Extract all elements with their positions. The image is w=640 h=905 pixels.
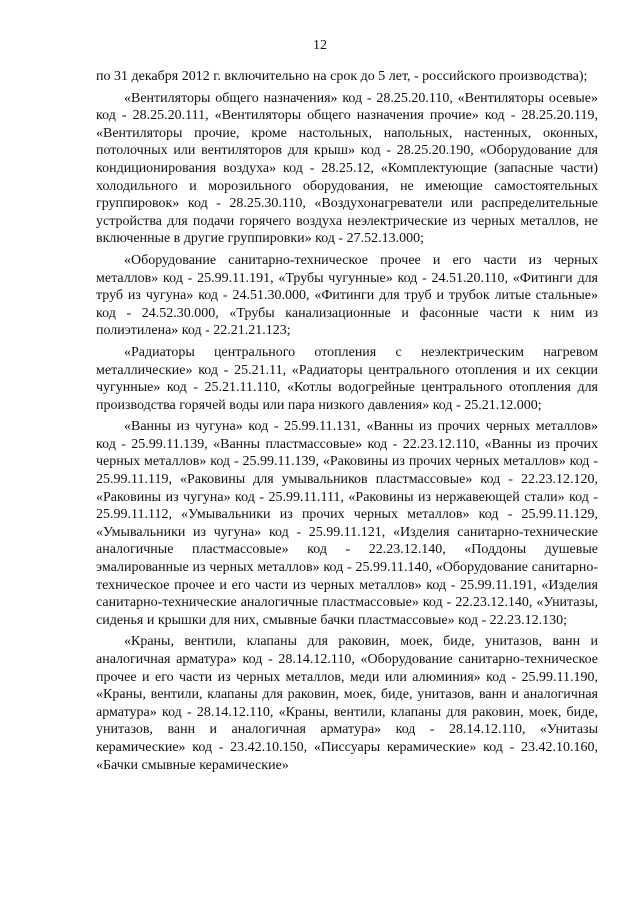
document-body	[96, 68, 598, 778]
paragraph-radiators: «Радиаторы центрального отопления с неэлектрическим нагревом металлические» код - 25.21.11, «Радиаторы центрального отопления и их секции чугунные» код - 25.21.11.110, «Котлы водогрейные центрального отопления для производства горячей воды или пара низкого давления» код - 25.21.12.000;	[96, 344, 598, 413]
paragraph-taps-valves: «Краны, вентили, клапаны для раковин, моек, биде, унитазов, ванн и аналогичная арматура» код - 28.14.12.110, «Оборудование санитарно-техническое прочее и его части из черных металлов, меди или алюминия» код - 25.99.11.190, «Краны, вентили, клапаны для раковин, моек, биде, унитазов, ванн и аналогичная арматура» код - 28.14.12.110, «Краны, вентили, клапаны для раковин, моек, биде, унитазов, ванн и аналогичная арматура» код - 28.14.12.110, «Унитазы керамические» код - 23.42.10.150, «Писсуары керамические» код - 23.42.10.160, «Бачки смывные керамические»	[96, 634, 598, 773]
paragraph-sanitary-pipes: «Оборудование санитарно-техническое прочее и его части из черных металлов» код - 25.99.11.191, «Трубы чугунные» код - 24.51.20.110, «Фитинги для труб из чугуна» код - 24.51.30.000, «Фитинги для труб и трубок литые стальные» код - 24.52.30.000, «Трубы канализационные и фасонные части к ним из полиэтилена» код - 22.21.21.123;	[96, 252, 598, 339]
paragraph-ventilation: «Вентиляторы общего назначения» код - 28.25.20.110, «Вентиляторы осевые» код - 28.25.20.111, «Вентиляторы общего назначения прочие» код - 28.25.20.119, «Вентиляторы прочие, кроме настольных, напольных, настенных, оконных, потолочных или вентиляторов для крыш» код - 28.25.20.190, «Оборудование для кондиционирования воздуха» код - 28.25.12, «Комплектующие (запасные части) холодильного и морозильного оборудования, не имеющие самостоятельных группировок» код - 28.25.30.110, «Воздухонагреватели или распределительные устройства для подачи горячего воздуха неэлектрические из черных металлов, не включенные в другие группировки» код - 27.52.13.000;	[96, 90, 598, 247]
paragraph-baths-sinks: «Ванны из чугуна» код - 25.99.11.131, «Ванны из прочих черных металлов» код - 25.99.11.139, «Ванны пластмассовые» код - 22.23.12.110, «Ванны из прочих черных металлов» код - 25.99.11.139, «Раковины из прочих черных металлов» код - 25.99.11.119, «Раковины для умывальников пластмассовые» код - 22.23.12.120, «Раковины из чугуна» код - 25.99.11.111, «Раковины из нержавеющей стали» код - 25.99.11.112, «Умывальники из прочих черных металлов» код - 25.99.11.129, «Умывальники из чугуна» код - 25.99.11.121, «Изделия санитарно-технические аналогичные пластмассовые» код - 22.23.12.140, «Поддоны душевые эмалированные из черных металлов» код - 25.99.11.140, «Оборудование санитарно-техническое прочее и его части из черных металлов» код - 25.99.11.191, «Изделия санитарно-технические аналогичные пластмассовые» код - 22.23.12.140, «Унитазы, сиденья и крышки для них, смывные бачки пластмассовые» код - 22.23.12.130;	[96, 419, 598, 628]
page-number: 12	[313, 38, 327, 53]
paragraph-continuation: по 31 декабря 2012 г. включительно на срок до 5 лет, - российского производства);	[96, 69, 588, 84]
